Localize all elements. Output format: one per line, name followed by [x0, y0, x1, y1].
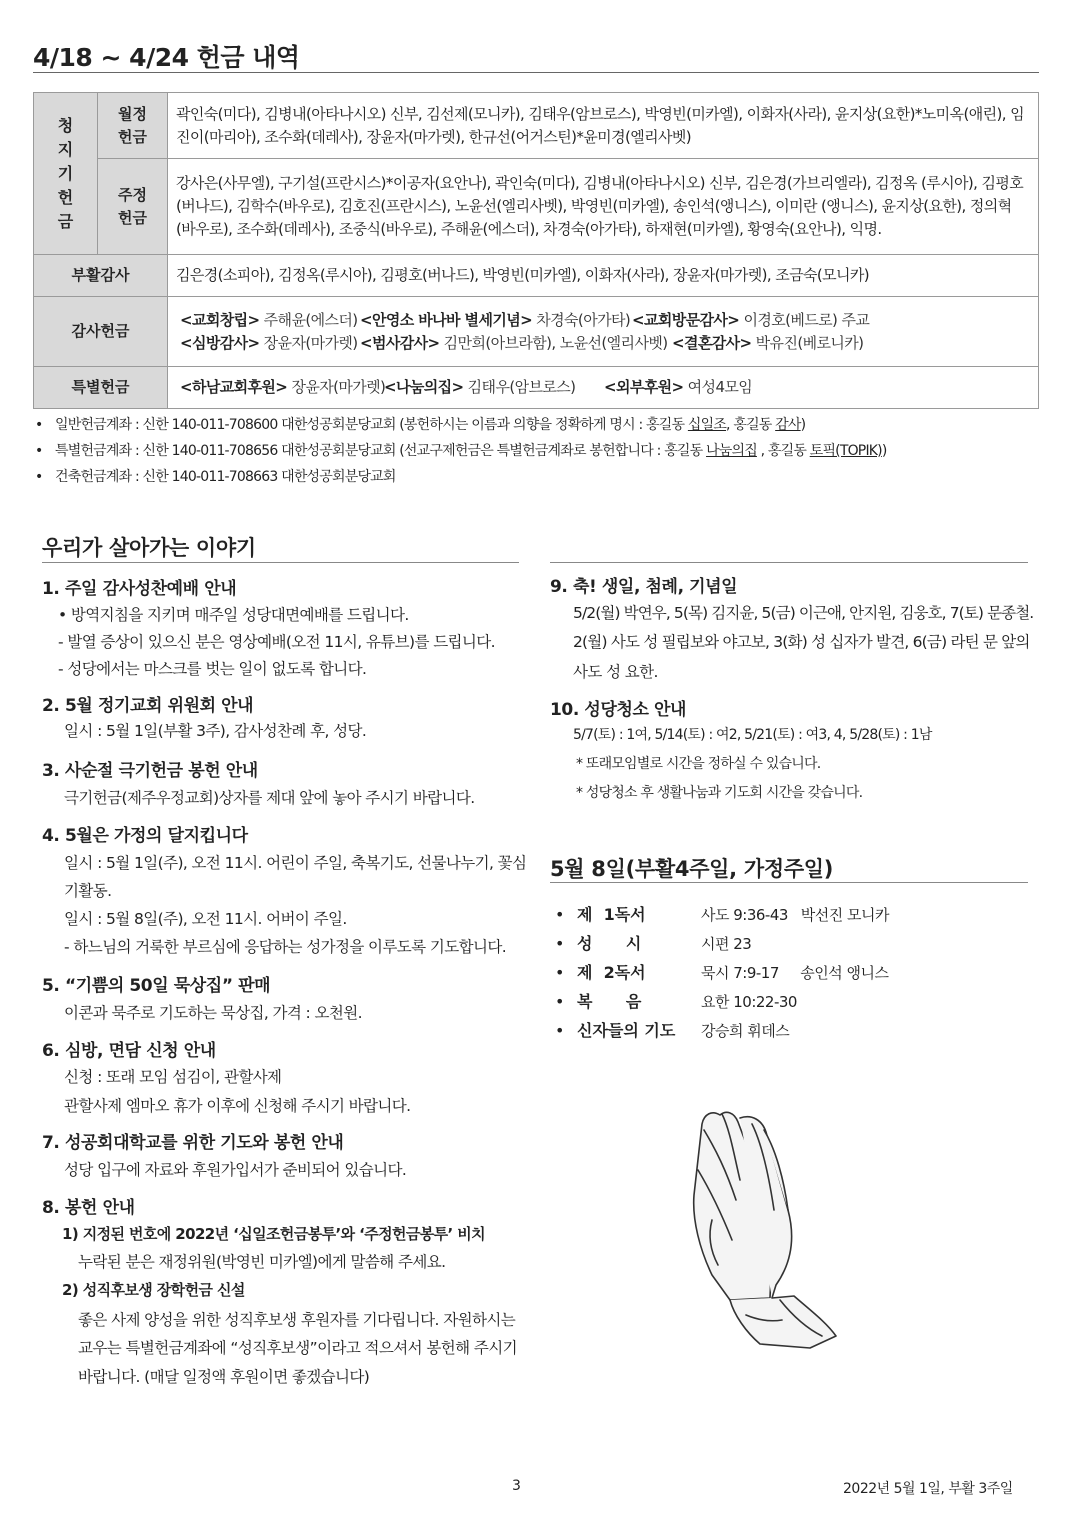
- story-2-line: 일시 : 5월 1일(부활 3주), 감사성찬례 후, 성당.: [64, 722, 367, 740]
- story-6-title: 6. 심방, 면담 신청 안내: [42, 1041, 216, 1061]
- stories-divider: [42, 562, 519, 563]
- story-6-line: 신청 : 또래 모임 섬김이, 관할사제: [64, 1068, 282, 1086]
- story-8-subtitle: 1) 지정된 번호에 2022년 ‘십일조헌금봉투’와 ‘주정헌금봉투’ 비치: [62, 1225, 486, 1243]
- thanks-offering-cell: [168, 297, 1039, 367]
- page-title: 4/18 ~ 4/24 헌금 내역: [33, 43, 300, 72]
- story-4-line: 일시 : 5월 8일(주), 오전 11시. 어버이 주일.: [64, 910, 347, 928]
- special-account-item: • 특별헌금계좌 : 신한 140-011-708656 대한성공회분당교회 (선교구제헌금은 특별헌금계좌로 봉헌합니다 : 홍길동 나눔의집 , 홍길동 토픽(TOPIK)): [33, 438, 1043, 464]
- monthly-offering-label: 월정 헌금: [98, 93, 168, 159]
- reading-item: • 신자들의 기도 강승희 휘데스: [555, 1021, 790, 1040]
- story-10-title: 10. 성당청소 안내: [550, 700, 687, 720]
- story-9-line: 사도 성 요한.: [573, 663, 658, 681]
- thanks-row: <교회창립> 주해윤(에스더) <안영소 바나바 별세기념> 차경숙(아가타) <교회방문감사> 이경호(베드로) 주교: [180, 310, 870, 329]
- story-8-line: 바랍니다. (매달 일정액 후원이면 좋겠습니다): [78, 1368, 370, 1386]
- story-4-line: - 하느님의 거룩한 부르심에 응답하는 성가정을 이루도록 기도합니다.: [64, 938, 507, 956]
- story-7-line: 성당 입구에 자료와 후원가입서가 준비되어 있습니다.: [64, 1161, 407, 1179]
- right-column-divider: [550, 562, 1028, 563]
- story-1-line: - 발열 증상이 있으신 분은 영상예배(오전 11시, 유튜브)를 드립니다.: [58, 633, 496, 651]
- story-1-line: • 방역지침을 지키며 매주일 성당대면예배를 드립니다.: [58, 606, 409, 624]
- story-8-title: 8. 봉헌 안내: [42, 1198, 135, 1218]
- title-divider: [33, 72, 1039, 73]
- story-7-title: 7. 성공회대학교를 위한 기도와 봉헌 안내: [42, 1133, 344, 1153]
- story-4-line: 일시 : 5월 1일(주), 오전 11시. 어린이 주일, 축복기도, 선물나누기, 꽃심: [64, 854, 527, 872]
- easter-thanks-label: 부활감사: [34, 255, 168, 297]
- weekly-offering-label: 주정 헌금: [98, 159, 168, 255]
- story-5-line: 이콘과 묵주로 기도하는 묵상집, 가격 : 오천원.: [64, 1004, 362, 1022]
- story-8-subtitle: 2) 성직후보생 장학헌금 신설: [62, 1281, 245, 1299]
- reading-item: • 복 음 요한 10:22-30: [555, 992, 797, 1011]
- reading-item: • 성 시 시편 23: [555, 934, 752, 953]
- next-sunday-divider: [550, 882, 1028, 883]
- story-8-line: 교우는 특별헌금계좌에 “성직후보생”이라고 적으셔서 봉헌해 주시기: [78, 1339, 517, 1357]
- story-3-title: 3. 사순절 극기헌금 봉헌 안내: [42, 761, 258, 781]
- cleaning-note: * 성당청소 후 생활나눔과 기도회 시간을 갖습니다.: [576, 785, 863, 801]
- story-1-line: - 성당에서는 마스크를 벗는 일이 없도록 합니다.: [58, 660, 367, 678]
- story-9-title: 9. 축! 생일, 첨례, 기념일: [550, 577, 738, 597]
- story-4-line: 기활동.: [64, 882, 112, 900]
- special-offering-label: 특별헌금: [34, 367, 168, 409]
- story-8-line: 좋은 사제 양성을 위한 성직후보생 후원자를 기다립니다. 자원하시는: [78, 1311, 516, 1329]
- page-number: 3: [512, 1478, 521, 1494]
- story-2-title: 2. 5월 정기교회 위원회 안내: [42, 696, 254, 716]
- regular-offering-label: 청 지 기 헌 금: [34, 93, 98, 255]
- thanks-row: <심방감사> 장윤자(마가렛) <범사감사> 김만희(아브라함), 노윤선(엘리사벳) <결혼감사> 박유진(베로니카): [180, 333, 864, 352]
- footer-date: 2022년 5월 1일, 부활 3주일: [843, 1481, 1013, 1497]
- offering-table: [33, 92, 1039, 409]
- cleaning-schedule: 5/7(토) : 1여, 5/14(토) : 여2, 5/21(토) : 여3, 4, 5/28(토) : 1남: [573, 727, 932, 743]
- building-account-item: • 건축헌금계좌 : 신한 140-011-708663 대한성공회분당교회: [33, 464, 1043, 490]
- account-list: [33, 412, 1043, 490]
- easter-thanks-names: 김은경(소피아), 김정옥(루시아), 김평호(버나드), 박영빈(미카엘), 이화자(사라), 장윤자(마가렛), 조금숙(모니카): [168, 255, 1039, 297]
- story-9-line: 2(월) 사도 성 필립보와 야고보, 3(화) 성 십자가 발견, 6(금) 라틴 문 앞의: [573, 633, 1030, 651]
- weekly-offering-names: 강사은(사무엘), 구기설(프란시스)*이공자(요안나), 곽인숙(미다), 김병내(아타나시오) 신부, 김은경(가브리엘라), 김정옥 (루시아), 김평호(버나드), 김학수(바우로), 김호진(프란시스), 노윤선(엘리사벳), 박영빈(미카엘), 송인석(앵니스), 이미란 (앵니스), 윤지상(요한), 정의혁(바우로), 조수화(데레사), 조중식(바우로), 주해윤(에스더), 차경숙(아가타), 하재현(미카엘), 황영숙(요안나), 익명.: [168, 159, 1039, 255]
- cleaning-note: * 또래모임별로 시간을 정하실 수 있습니다.: [576, 756, 821, 772]
- story-4-title: 4. 5월은 가정의 달지킵니다: [42, 826, 248, 846]
- thanks-offering-label: 감사헌금: [34, 297, 168, 367]
- story-1-title: 1. 주일 감사성찬예배 안내: [42, 579, 237, 599]
- next-sunday-title: 5월 8일(부활4주일, 가정주일): [550, 857, 834, 881]
- story-9-line: 5/2(월) 박연우, 5(목) 김지윤, 5(금) 이근애, 안지원, 김웅호, 7(토) 문종철.: [573, 604, 1034, 622]
- stories-title: 우리가 살아가는 이야기: [42, 536, 256, 560]
- story-3-line: 극기헌금(제주우정교회)상자를 제대 앞에 놓아 주시기 바랍니다.: [64, 789, 475, 807]
- monthly-offering-names: 곽인숙(미다), 김병내(아타나시오) 신부, 김선제(모니카), 김태우(암브로스), 박영빈(미카엘), 이화자(사라), 윤지상(요한)*노미옥(애린), 임진이(마리아), 조수화(데레사), 장윤자(마가렛), 한규선(어거스틴)*윤미경(엘리사벳): [168, 93, 1039, 159]
- readings-list: [555, 900, 1025, 1045]
- story-8-line: 누락된 분은 재정위원(박영빈 미카엘)에게 말씀해 주세요.: [78, 1253, 446, 1271]
- praying-hands-illustration: [660, 1100, 840, 1350]
- general-account-item: • 일반헌금계좌 : 신한 140-011-708600 대한성공회분당교회 (봉헌하시는 이름과 의향을 정확하게 명시 : 홍길동 십일조, 홍길동 감사): [33, 412, 1043, 438]
- story-5-title: 5. “기쁨의 50일 묵상집” 판매: [42, 976, 271, 996]
- special-offering-cell: <하남교회후원> 장윤자(마가렛)<나눔의집> 김태우(암브로스) <외부후원> 여성4모임: [168, 367, 1039, 409]
- story-6-line: 관할사제 엠마오 휴가 이후에 신청해 주시기 바랍니다.: [64, 1097, 411, 1115]
- reading-item: • 제 1독서 사도 9:36-43 박선진 모니카: [555, 905, 889, 924]
- reading-item: • 제 2독서 묵시 7:9-17 송인석 앵니스: [555, 963, 889, 982]
